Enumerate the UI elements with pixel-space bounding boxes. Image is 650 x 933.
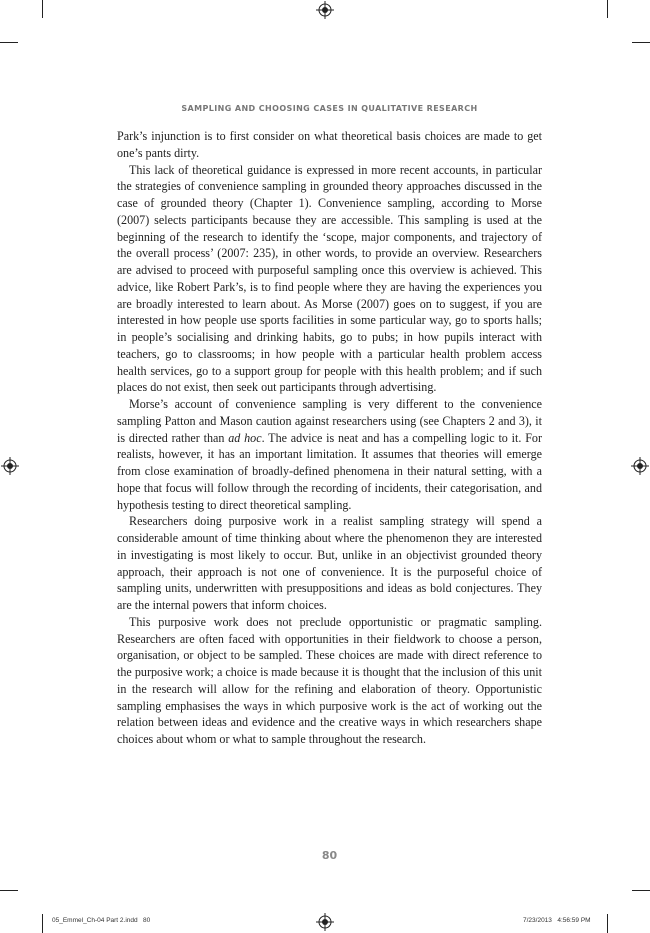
paragraph: Park’s injunction is to first consider on what theoretical basis choices are made to get one’s pants dirty. — [117, 129, 542, 160]
registration-mark-icon — [316, 913, 334, 931]
registration-mark-icon — [631, 457, 649, 475]
crop-mark-top-right-horizontal — [632, 42, 650, 43]
paragraph: This purposive work does not preclude opportunistic or pragmatic sampling. Researchers are often faced with opportunities in their fieldwork to choose a person, organisation, or object to be sampled. These choices are made with direct reference to the purposive work; a choice is made because it is thought that the inclusion of this unit in the research will allow for the refining and elaboration of theory. Opportunistic sampling emphasises the ways in which purposive work is the act of working out the relation between ideas and evidence and the creative ways in which researchers shape choices about whom or what to sample throughout the research. — [117, 614, 542, 746]
slug-file-info: 05_Emmel_Ch-04 Part 2.indd 80 — [52, 917, 151, 924]
crop-mark-bottom-left-horizontal — [0, 890, 18, 891]
paragraph: This lack of theoretical guidance is expressed in more recent accounts, in particular the strategies of convenience sampling in grounded theory approaches discussed in the case of grounded theory (Chapter 1). Convenience sampling, according to Morse (2007) selects participants because they are accessible. This sampling is used at the beginning of the research to identify the ‘scope, major components, and trajectory of the overall process’ (2007: 235), in other words, to provide an overview. Researchers are advised to proceed with purposeful sampling once this overview is achieved. This advice, like Robert Park’s, is to find people where they are having the experiences you are broadly interested to learn about. As Morse (2007) goes on to suggest, if you are interested in how people use sports facilities in some particular way, go to sports halls; in people’s socialising and drinking habits, go to pubs; in how pupils interact with teachers, go to classrooms; in how people with a particular health problem access health services, go to a support group for people with this health problem; and if such places do not exist, then seek out participants through advertising. — [117, 162, 542, 395]
italic-term: ad hoc — [228, 430, 262, 445]
page-number: 80 — [321, 849, 338, 862]
paragraph: Morse’s account of convenience sampling is very different to the convenience sampling Patton and Mason caution against researchers using (see Chapters 2 and 3), it is directed rather than ad hoc. The advice is neat and has a compelling logic to it. For realists, however, it has an important limitation. It assumes that theories will emerge from close examination of broadly-defined phenomena in their natural setting, with a hope that focus will follow through the recording of incidents, their categorisation, and hypothesis testing to direct theoretical sampling. — [117, 397, 542, 512]
registration-mark-icon — [1, 457, 19, 475]
body-text — [117, 128, 542, 748]
crop-mark-bottom-right-horizontal — [632, 890, 650, 891]
paragraph: Researchers doing purposive work in a realist sampling strategy will spend a considerable amount of time thinking about where the phenomenon they are interested in investigating is most likely to occur. But, unlike in an objectivist grounded theory approach, their approach is not one of convenience. It is the purposeful choice of sampling units, underwritten with presuppositions and ideas as bold conjectures. They are the internal powers that inform choices. — [117, 514, 542, 612]
slug-timestamp: 7/23/2013 4:56:59 PM — [523, 917, 591, 924]
running-head: SAMPLING AND CHOOSING CASES IN QUALITATIVE RESEARCH — [181, 104, 478, 113]
crop-mark-top-left-vertical — [42, 0, 43, 18]
crop-mark-top-right-vertical — [607, 0, 608, 18]
crop-mark-bottom-left-vertical — [42, 914, 43, 933]
crop-mark-top-left-horizontal — [0, 42, 18, 43]
registration-mark-icon — [316, 1, 334, 19]
crop-mark-bottom-right-vertical — [607, 914, 608, 933]
